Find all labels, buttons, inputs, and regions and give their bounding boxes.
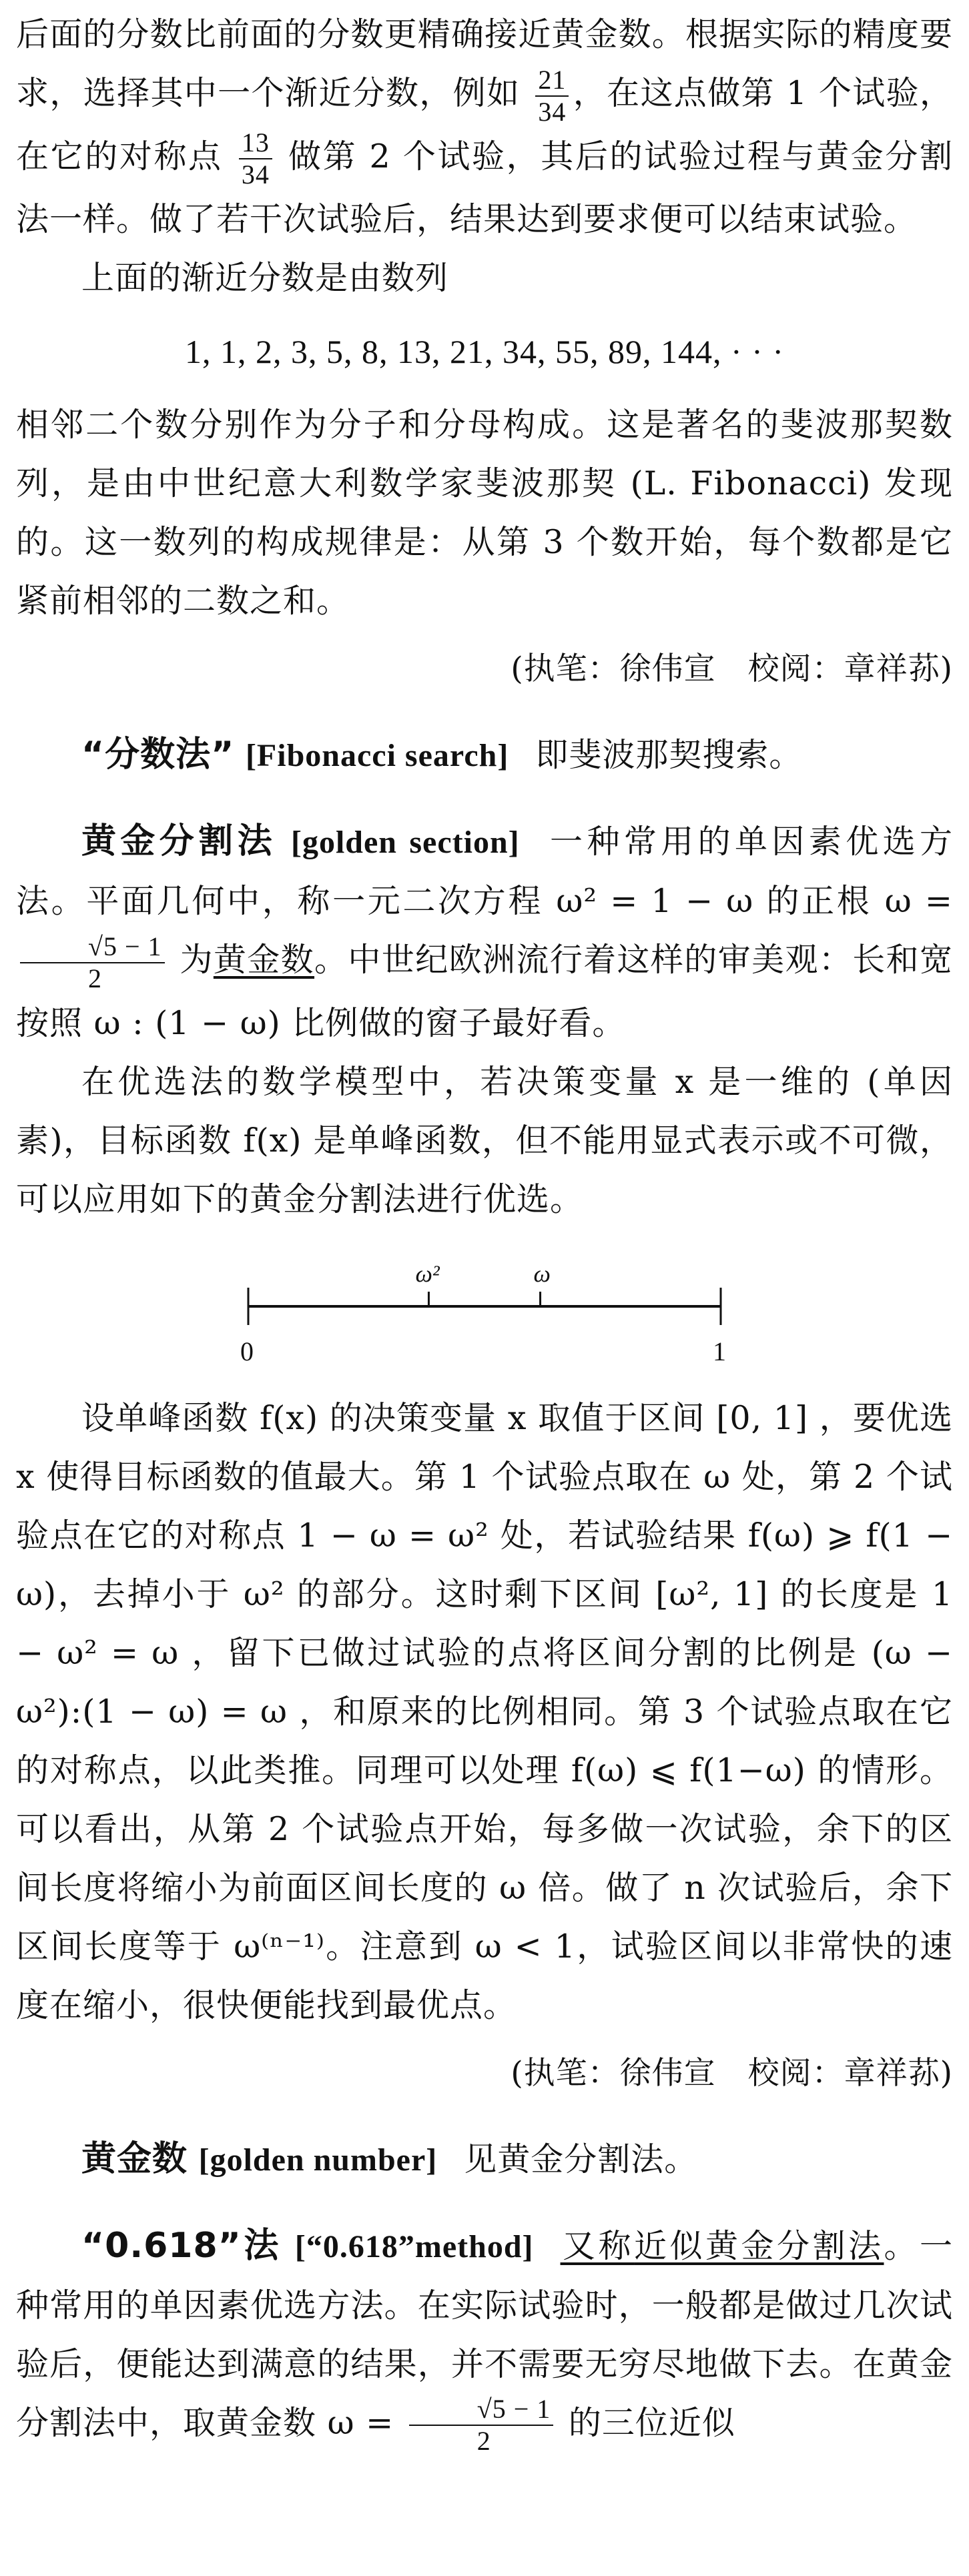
text-run: 的三位近似 <box>557 2403 735 2442</box>
fraction-21-34 <box>535 65 569 127</box>
fraction-denominator: 34 <box>538 96 567 127</box>
label-omega-squared: ω² <box>415 1260 440 1287</box>
author-signature: (执笔：徐伟宣 校阅：章祥荪) <box>511 2054 953 2092</box>
text-run: 为 <box>168 941 214 979</box>
paragraph-fraction-method <box>16 5 953 249</box>
text-run: 。中世纪欧洲流行着这样的审美观：长和宽按照 ω : (1 − ω) 比例做的窗子最好看。 <box>16 941 953 1042</box>
fibonacci-sequence: 1, 1, 2, 3, 5, 8, 13, 21, 34, 55, 89, 144, · · · <box>185 333 784 370</box>
fraction-numerator: √5 − 1 <box>409 2394 554 2426</box>
text-run: 一样。做了若干次试验后，结果达到要求便可以结束试验。 <box>49 200 918 238</box>
link-approx-golden-section[interactable]: 近似黄金分割法 <box>634 2226 884 2265</box>
entry-english-term: [golden section] <box>290 825 520 860</box>
text-run: 。一种常用的单因素优选方法。在实际试验时，一般都是做过几次试验后，便能达到满意的结果，并不需要无穷尽地做下去。在黄金分割法中，取黄金数 ω = <box>16 2226 953 2442</box>
text-run: 后面的分数比前面的分数更精确接近黄金数。根据实际的精度要求，选择其中一个渐近分数，例如 <box>16 15 953 112</box>
fraction-denominator: 2 <box>476 2426 491 2456</box>
cross-reference-golden-section[interactable]: 黄金分割法 <box>16 137 953 238</box>
entry-heading: 黄金数 <box>81 2138 188 2179</box>
paragraph-sequence-intro: 上面的渐近分数是由数列 <box>81 259 449 297</box>
text-run: 一种常用的单因素优选方法。平面几何中，称一元二次方程 ω² = 1 − ω 的正根 ω = <box>16 823 953 920</box>
entry-golden-section <box>16 812 953 1053</box>
number-line-diagram <box>16 1236 953 1382</box>
label-omega: ω <box>533 1260 551 1287</box>
fraction-numerator: 13 <box>239 127 272 159</box>
entry-heading: “0.618”法 <box>81 2225 282 2266</box>
entry-english-term: [“0.618”method] <box>294 2228 534 2264</box>
text-run: 又称 <box>560 2226 635 2265</box>
cross-reference-text[interactable]: 见黄金分割法。 <box>464 2140 698 2178</box>
fraction-numerator: √5 − 1 <box>20 931 165 963</box>
entry-0618-method <box>16 2216 953 2457</box>
paragraph-optimization-model: 在优选法的数学模型中，若决策变量 x 是一维的 (单因素)，目标函数 f(x) 是单峰函数，但不能用显式表示或不可微，可以应用如下的黄金分割法进行优选。 <box>16 1062 953 1218</box>
label-zero: 0 <box>240 1336 254 1366</box>
entry-english-term: [Fibonacci search] <box>245 738 509 773</box>
fraction-numerator: 21 <box>535 65 569 97</box>
number-line-svg <box>16 1236 953 1382</box>
fraction-golden-ratio <box>20 931 165 994</box>
link-golden-number[interactable]: 黄金数 <box>213 941 315 979</box>
fraction-denominator: 2 <box>88 963 102 993</box>
paragraph-procedure: 设单峰函数 f(x) 的决策变量 x 取值于区间 [0, 1] ，要优选 x 使得目标函数的值最大。第 1 个试验点取在 ω 处，第 2 个试验点在它的对称点 1 − ω = ω² 处，若试验结果 f(ω) ⩾ f(1 − ω)，去掉小于 ω² 的部分。这时剩下区间 [ω², 1] 的长度是 1 − ω² = ω ，留下已做过试验的点将区间分割的比例是 (ω − ω²):(1 − ω) = ω ，和原来的比例相同。第 3 个试验点取在它的对称点，以此类推。同理可以处理 f(ω) ⩽ f(1−ω) 的情形。可以看出，从第 2 个试验点开始，每多做一次试验，余下的区间长度将缩小为前面区间长度的 ω 倍。做了 n 次试验后，余下区间长度等于 ω⁽ⁿ⁻¹⁾。注意到 ω < 1，试验区间以非常快的速度在缩小，很快便能找到最优点。 <box>16 1398 953 2024</box>
fraction-golden-ratio <box>409 2394 554 2457</box>
text-run: ，在这点做第 1 个试验，在它的对称点 <box>16 74 954 175</box>
entry-golden-number <box>16 2130 953 2190</box>
paragraph-fibonacci-explanation: 相邻二个数分别作为分子和分母构成。这是著名的斐波那契数列，是由中世纪意大利数学家斐波那契 (L. Fibonacci) 发现的。这一数列的构成规律是：从第 3 个数开始，每个数都是它紧前相邻的二数之和。 <box>16 406 953 620</box>
fraction-13-34 <box>239 127 272 190</box>
cross-reference-approx-golden-section[interactable] <box>561 2227 884 2265</box>
document-page <box>16 5 953 2457</box>
fraction-denominator: 34 <box>241 159 270 189</box>
entry-english-term: [golden number] <box>198 2142 438 2178</box>
entry-heading: “分数法” <box>81 735 235 775</box>
author-signature: (执笔：徐伟宣 校阅：章祥荪) <box>511 651 953 687</box>
label-one: 1 <box>713 1336 726 1366</box>
entry-heading: 黄金分割法 <box>81 821 276 861</box>
entry-fibonacci-search <box>16 725 953 785</box>
text-run: 做第 2 个试验，其后的试验过程与 <box>276 137 817 175</box>
cross-reference-text[interactable]: 即斐波那契搜索。 <box>535 736 803 774</box>
